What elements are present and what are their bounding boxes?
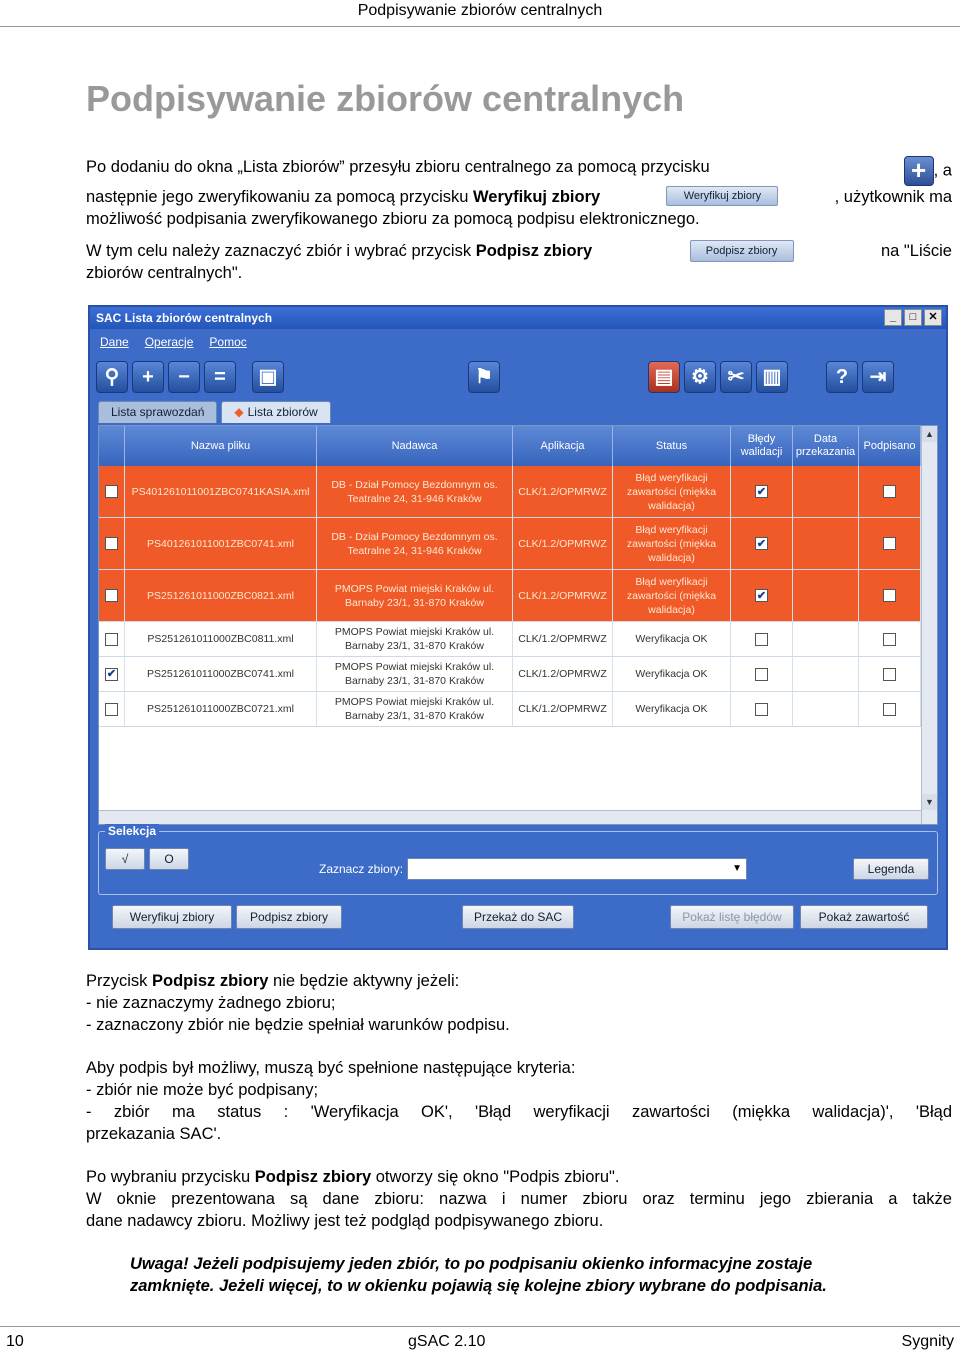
- cell-sender: PMOPS Powiat miejski Kraków ul. Barnaby 23/1, 31-870 Kraków: [317, 657, 513, 691]
- check-all-button[interactable]: √: [105, 848, 145, 870]
- page-footer: [0, 1326, 960, 1354]
- verify-button-image: Weryfikuj zbiory: [666, 186, 778, 206]
- validation-errors-checkbox[interactable]: [755, 633, 768, 646]
- intro-line-4: W tym celu należy zaznaczyć zbiór i wybrać przycisk Podpisz zbiory Podpisz zbiory na "Liście: [86, 242, 952, 260]
- cell-file-name: PS251261011000ZBC0821.xml: [125, 570, 317, 621]
- cell-transfer-date: [793, 657, 859, 691]
- warning-note-line2: zamknięte. Jeżeli więcej, to w okienku pojawią się kolejne zbiory wybrane do podpisania.: [130, 1277, 827, 1295]
- signed-checkbox[interactable]: [883, 668, 896, 681]
- para1-line1: Przycisk Podpisz zbiory nie będzie aktywny jeżeli:: [86, 972, 460, 990]
- validation-errors-checkbox[interactable]: [755, 668, 768, 681]
- cell-file-name: PS251261011000ZBC0741.xml: [125, 657, 317, 691]
- signed-checkbox[interactable]: [883, 589, 896, 602]
- remove-all-icon[interactable]: =: [204, 361, 236, 393]
- table-row[interactable]: [99, 692, 937, 727]
- cell-sender: PMOPS Powiat miejski Kraków ul. Barnaby 23/1, 31-870 Kraków: [317, 692, 513, 726]
- footer-product: gSAC 2.10: [408, 1333, 486, 1350]
- app-window-screenshot: [88, 305, 948, 950]
- cell-file-name: PS401261011001ZBC0741KASIA.xml: [125, 466, 317, 517]
- cell-transfer-date: [793, 692, 859, 726]
- warning-note-line1: Uwaga! Jeżeli podpisujemy jeden zbiór, to po podpisaniu okienko informacyjne zostaje: [130, 1255, 813, 1273]
- col-nadawca[interactable]: Nadawca: [317, 426, 513, 466]
- cell-application: CLK/1.2/OPMRWZ: [513, 518, 613, 569]
- validation-errors-checkbox[interactable]: ✔: [756, 485, 767, 498]
- row-select-checkbox[interactable]: [105, 633, 118, 646]
- minimize-icon[interactable]: _: [884, 309, 902, 326]
- footer-company: Sygnity: [901, 1333, 954, 1350]
- menu-pomoc[interactable]: Pomoc: [209, 335, 247, 349]
- table-row[interactable]: [99, 518, 937, 570]
- para1-line2: - nie zaznaczymy żadnego zbioru;: [86, 994, 336, 1012]
- col-bledy-walidacji[interactable]: Błędy walidacji: [731, 426, 793, 466]
- sign-button[interactable]: Podpisz zbiory: [236, 905, 342, 929]
- cell-file-name: PS251261011000ZBC0721.xml: [125, 692, 317, 726]
- tools-icon[interactable]: ✂: [720, 361, 752, 393]
- row-select-checkbox[interactable]: [105, 537, 118, 550]
- cell-status: Weryfikacja OK: [613, 692, 731, 726]
- cell-status: Błąd weryfikacji zawartości (miękka walidacja): [613, 518, 731, 569]
- clear-selection-button[interactable]: O: [149, 848, 189, 870]
- menu-dane[interactable]: Dane: [100, 335, 129, 349]
- add-icon: +: [904, 156, 934, 186]
- inspect-icon[interactable]: ⚑: [468, 361, 500, 393]
- para2-line4: przekazania SAC'.: [86, 1125, 222, 1143]
- row-select-checkbox[interactable]: [105, 703, 118, 716]
- validation-errors-checkbox[interactable]: ✔: [756, 537, 767, 550]
- page-title: Podpisywanie zbiorów centralnych: [86, 78, 685, 119]
- col-data-przekazania[interactable]: Data przekazania: [793, 426, 859, 466]
- cell-sender: PMOPS Powiat miejski Kraków ul. Barnaby 23/1, 31-870 Kraków: [317, 622, 513, 656]
- para1-line3: - zaznaczony zbiór nie będzie spełniał warunków podpisu.: [86, 1016, 510, 1034]
- intro-line-3: możliwość podpisania zweryfikowanego zbioru za pomocą podpisu elektronicznego.: [86, 210, 700, 228]
- signed-checkbox[interactable]: [883, 633, 896, 646]
- exit-icon[interactable]: ⇥: [862, 361, 894, 393]
- cell-sender: DB - Dział Pomocy Bezdomnym os. Teatralne 24, 31-946 Kraków: [317, 466, 513, 517]
- close-icon[interactable]: ✕: [924, 309, 942, 326]
- page-number: 10: [6, 1333, 24, 1350]
- cell-file-name: PS251261011000ZBC0811.xml: [125, 622, 317, 656]
- remove-icon[interactable]: −: [168, 361, 200, 393]
- document-icon[interactable]: ▥: [756, 361, 788, 393]
- scroll-up-icon[interactable]: ▲: [922, 426, 937, 442]
- col-podpisano[interactable]: Podpisano: [859, 426, 921, 466]
- para2-line3: - zbiór ma status : 'Weryfikacja OK', 'Błąd weryfikacji zawartości (miękka walidacja)', 'Błąd: [86, 1103, 952, 1121]
- cell-transfer-date: [793, 518, 859, 569]
- col-aplikacja[interactable]: Aplikacja: [513, 426, 613, 466]
- signed-checkbox[interactable]: [883, 537, 896, 550]
- report-icon[interactable]: ▤: [648, 361, 680, 393]
- cell-status: Weryfikacja OK: [613, 622, 731, 656]
- table-body: [99, 466, 937, 727]
- cell-sender: PMOPS Powiat miejski Kraków ul. Barnaby 23/1, 31-870 Kraków: [317, 570, 513, 621]
- settings-icon[interactable]: ⚙: [684, 361, 716, 393]
- tab-lista-sprawozdan[interactable]: Lista sprawozdań: [98, 401, 217, 423]
- para3-line2: W oknie prezentowana są dane zbioru: nazwa i numer zbioru oraz terminu jego zbierania a także: [86, 1190, 952, 1208]
- cell-application: CLK/1.2/OPMRWZ: [513, 692, 613, 726]
- send-to-sac-button[interactable]: Przekaż do SAC: [462, 905, 574, 929]
- selection-label: Selekcja: [105, 824, 159, 838]
- cell-transfer-date: [793, 570, 859, 621]
- window-titlebar: SAC Lista zbiorów centralnych _ □ ✕: [90, 307, 946, 329]
- sign-button-image: Podpisz zbiory: [690, 240, 794, 262]
- show-content-button[interactable]: Pokaż zawartość: [800, 905, 928, 929]
- save-icon[interactable]: ▣: [252, 361, 284, 393]
- running-header: Podpisywanie zbiorów centralnych: [0, 2, 960, 27]
- selection-panel: [98, 824, 938, 895]
- legend-button[interactable]: Legenda: [853, 858, 929, 880]
- para2-line1: Aby podpis był możliwy, muszą być spełnione następujące kryteria:: [86, 1059, 576, 1077]
- cell-transfer-date: [793, 622, 859, 656]
- cell-status: Błąd weryfikacji zawartości (miękka walidacja): [613, 570, 731, 621]
- table-row[interactable]: [99, 466, 937, 518]
- vertical-scrollbar[interactable]: [921, 426, 937, 824]
- cell-transfer-date: [793, 466, 859, 517]
- search-icon[interactable]: ⚲: [96, 361, 128, 393]
- help-icon[interactable]: ?: [826, 361, 858, 393]
- row-select-checkbox[interactable]: [105, 485, 118, 498]
- cell-file-name: PS401261011001ZBC0741.xml: [125, 518, 317, 569]
- verify-button[interactable]: Weryfikuj zbiory: [112, 905, 232, 929]
- table-row[interactable]: [99, 622, 937, 657]
- select-files-dropdown[interactable]: [407, 858, 747, 880]
- cell-application: CLK/1.2/OPMRWZ: [513, 466, 613, 517]
- cell-application: CLK/1.2/OPMRWZ: [513, 622, 613, 656]
- files-table: [98, 425, 938, 825]
- validation-errors-checkbox[interactable]: [755, 703, 768, 716]
- col-nazwa-pliku[interactable]: Nazwa pliku: [125, 426, 317, 466]
- cell-application: CLK/1.2/OPMRWZ: [513, 657, 613, 691]
- table-row[interactable]: [99, 657, 937, 692]
- intro-line-1: Po dodaniu do okna „Lista zbiorów” przesyłu zbioru centralnego za pomocą przycisku + , a: [86, 155, 952, 185]
- diamond-icon: ◆: [234, 405, 244, 419]
- select-files-label: Zaznacz zbiory:: [319, 862, 404, 876]
- cell-status: Weryfikacja OK: [613, 657, 731, 691]
- add-icon[interactable]: +: [132, 361, 164, 393]
- cell-sender: DB - Dział Pomocy Bezdomnym os. Teatralne 24, 31-946 Kraków: [317, 518, 513, 569]
- horizontal-scrollbar[interactable]: [99, 810, 921, 824]
- menu-operacje[interactable]: Operacje: [144, 335, 194, 349]
- show-errors-button[interactable]: Pokaż listę błędów: [670, 905, 794, 929]
- scroll-down-icon[interactable]: ▼: [922, 794, 937, 810]
- signed-checkbox[interactable]: [883, 485, 896, 498]
- signed-checkbox[interactable]: [883, 703, 896, 716]
- action-buttons: [90, 905, 946, 935]
- cell-status: Błąd weryfikacji zawartości (miękka walidacja): [613, 466, 731, 517]
- cell-application: CLK/1.2/OPMRWZ: [513, 570, 613, 621]
- tab-lista-zbiorow[interactable]: ◆ Lista zbiorów: [221, 401, 330, 423]
- validation-errors-checkbox[interactable]: ✔: [756, 589, 767, 602]
- para2-line2: - zbiór nie może być podpisany;: [86, 1081, 319, 1099]
- row-select-checkbox[interactable]: [105, 589, 118, 602]
- maximize-icon[interactable]: □: [904, 309, 922, 326]
- table-header: [99, 426, 937, 466]
- table-row[interactable]: [99, 570, 937, 622]
- intro-line-2: następnie jego zweryfikowaniu za pomocą przycisku Weryfikuj zbiory Weryfikuj zbiory , użytkownik ma: [86, 188, 952, 206]
- tab-bar: [98, 401, 331, 423]
- para3-line3: dane nadawcy zbioru. Możliwy jest też podgląd podpisywanego zbioru.: [86, 1212, 604, 1230]
- para3-line1: Po wybraniu przycisku Podpisz zbiory otworzy się okno "Podpis zbioru".: [86, 1168, 620, 1186]
- menu-bar: [90, 331, 946, 353]
- row-select-checkbox[interactable]: ✔: [106, 668, 117, 680]
- col-status[interactable]: Status: [613, 426, 731, 466]
- chevron-down-icon: ▼: [732, 863, 742, 874]
- toolbar: [96, 357, 940, 397]
- intro-line-5: zbiorów centralnych".: [86, 264, 243, 282]
